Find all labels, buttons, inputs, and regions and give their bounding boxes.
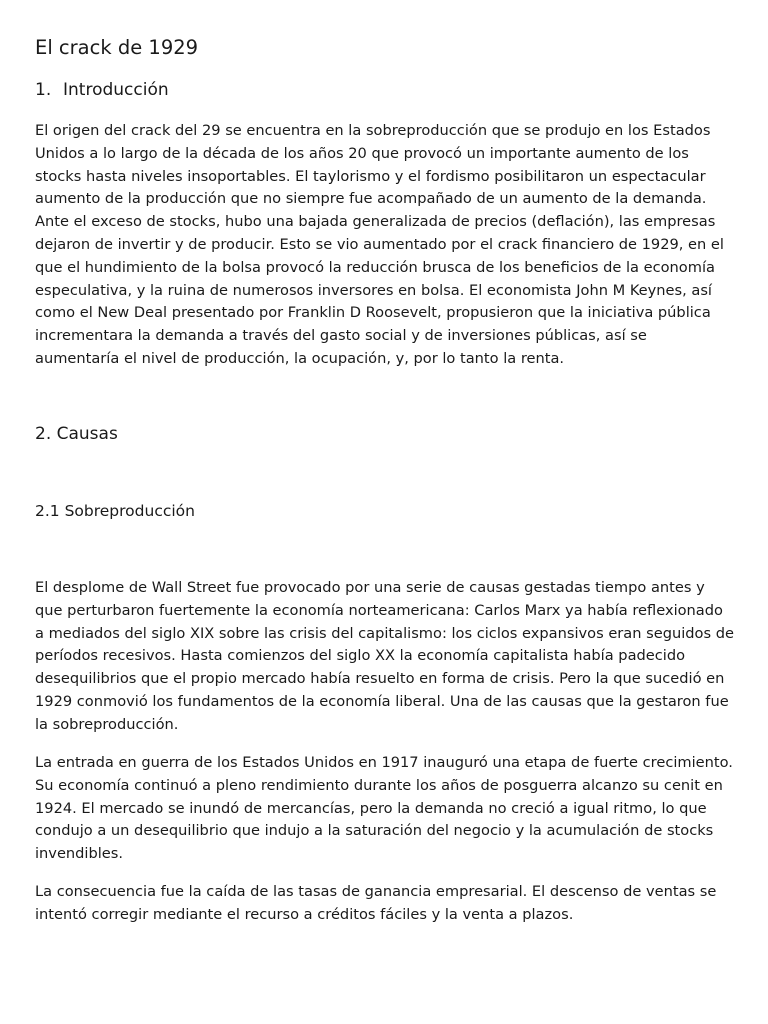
section-heading-intro	[35, 79, 169, 101]
section-heading-text: Introducción	[63, 80, 169, 100]
body-paragraph: El desplome de Wall Street fue provocado por una serie de causas gestadas tiempo antes y que perturbaron fuertemente la economía norteamericana: Carlos Marx ya había reflexionado a mediados del siglo XIX sobre las crisis del capitalismo: los ciclos expansivos eran seguidos de períodos recesivos. Hasta comienzos del siglo XX la economía capitalista había padecido desequilibrios que el propio mercado había resuelto en forma de crisis. Pero la que sucedió en 1929 conmovió los fundamentos de la economía liberal. Una de las causas que la gestaron fue la sobreproducción.	[35, 579, 734, 733]
body-paragraph: La consecuencia fue la caída de las tasas de ganancia empresarial. El descenso de ventas se intentó corregir mediante el recurso a créditos fáciles y la venta a plazos.	[35, 883, 717, 923]
section-number: 1.	[35, 80, 52, 100]
document-title: El crack de 1929	[35, 36, 199, 59]
body-paragraph: La entrada en guerra de los Estados Unidos en 1917 inauguró una etapa de fuerte crecimiento. Su economía continuó a pleno rendimiento durante los años de posguerra alcanzo su cenit en 1924. El mercado se inundó de mercancías, pero la demanda no creció a igual ritmo, lo que condujo a un desequilibrio que indujo a la saturación del negocio y la acumulación de stocks invendibles.	[35, 754, 733, 863]
intro-paragraph: El origen del crack del 29 se encuentra en la sobreproducción que se produjo en los Estados Unidos a lo largo de la década de los años 20 que provocó un importante aumento de los stocks hasta niveles insoportables. El taylorismo y el fordismo posibilitaron un espectacular aumento de la producción que no siempre fue acompañado de un aumento de la demanda. Ante el exceso de stocks, hubo una bajada generalizada de precios (deflación), las empresas dejaron de invertir y de producir. Esto se vio aumentado por el crack financiero de 1929, en el que el hundimiento de la bolsa provocó la reducción brusca de los beneficios de la economía especulativa, y la ruina de numerosos inversores en bolsa. El economista John M Keynes, así como el New Deal presentado por Franklin D Roosevelt, propusieron que la iniciativa pública incrementara la demanda a través del gasto social y de inversiones públicas, así se aumentaría el nivel de producción, la ocupación, y, por lo tanto la renta.	[35, 122, 724, 367]
section-heading-causas: 2. Causas	[35, 424, 118, 444]
subsection-heading-sobreproduccion: 2.1 Sobreproducción	[35, 502, 195, 520]
